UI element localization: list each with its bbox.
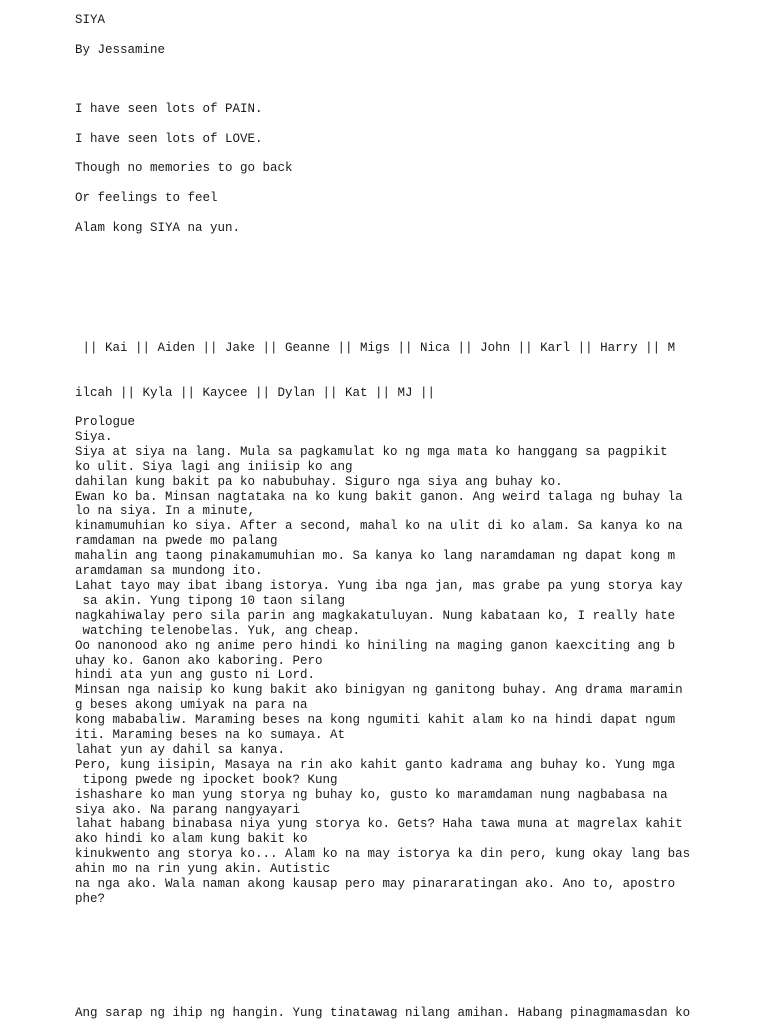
prologue-line: ishashare ko man yung storya ng buhay ko, gusto ko maramdaman nung nagbabasa na <box>75 787 668 802</box>
prologue-line: g beses akong umiyak na para na <box>75 698 308 713</box>
prologue-line: Ewan ko ba. Minsan nagtataka na ko kung bakit ganon. Ang weird talaga ng buhay la <box>75 489 683 504</box>
poem-line-4: Or feelings to feel <box>75 191 218 205</box>
closing-line: Ang sarap ng ihip ng hangin. Yung tinatawag nilang amihan. Habang pinagmamasdan ko <box>75 1006 691 1020</box>
prologue-line: Lahat tayo may ibat ibang istorya. Yung iba nga jan, mas grabe pa yung storya kay <box>75 578 683 593</box>
prologue-section <box>75 415 690 907</box>
prologue-line: aramdaman sa mundong ito. <box>75 564 263 579</box>
document-title: SIYA <box>75 13 106 27</box>
cast-line: || Kai || Aiden || Jake || Geanne || Migs || Nica || John || Karl || Harry || M <box>75 341 676 355</box>
cast-line: ilcah || Kyla || Kaycee || Dylan || Kat || MJ || <box>75 386 436 400</box>
byline: By Jessamine <box>75 43 166 57</box>
prologue-line: ramdaman na pwede mo palang <box>75 534 278 549</box>
poem-line-1: I have seen lots of PAIN. <box>75 102 263 116</box>
prologue-line: lahat yun ay dahil sa kanya. <box>75 742 286 757</box>
prologue-line: sa akin. Yung tipong 10 taon silang <box>75 593 346 608</box>
prologue-line: siya ako. Na parang nangyayari <box>75 802 301 817</box>
prologue-line: uhay ko. Ganon ako kaboring. Pero <box>75 653 323 668</box>
prologue-line: lahat habang binabasa niya yung storya ko. Gets? Haha tawa muna at magrelax kahit <box>75 817 683 832</box>
prologue-line: kinukwento ang storya ko... Alam ko na may istorya ka din pero, kung okay lang bas <box>75 847 691 862</box>
prologue-line: na nga ako. Wala naman akong kausap pero may pinararatingan ako. Ano to, apostro <box>75 877 676 892</box>
prologue-line: kong mababaliw. Maraming beses na kong ngumiti kahit alam ko na hindi dapat ngum <box>75 713 676 728</box>
prologue-line: nagkahiwalay pero sila parin ang magkakatuluyan. Nung kabataan ko, I really hate <box>75 608 676 623</box>
poem-line-3: Though no memories to go back <box>75 161 293 175</box>
prologue-line: ako hindi ko alam kung bakit ko <box>75 832 308 847</box>
poem-line-5: Alam kong SIYA na yun. <box>75 221 241 235</box>
prologue-line: Pero, kung iisipin, Masaya na rin ako kahit ganto kadrama ang buhay ko. Yung mga <box>75 757 676 772</box>
prologue-line: Siya at siya na lang. Mula sa pagkamulat ko ng mga mata ko hanggang sa pagpikit <box>75 444 668 459</box>
prologue-line: Minsan nga naisip ko kung bakit ako binigyan ng ganitong buhay. Ang drama maramin <box>75 683 683 698</box>
prologue-heading: Prologue <box>75 415 136 429</box>
prologue-line: Oo nanonood ako ng anime pero hindi ko hiniling na maging ganon kaexciting ang b <box>75 638 676 653</box>
poem-line-2: I have seen lots of LOVE. <box>75 132 263 146</box>
prologue-line: iti. Maraming beses na ko sumaya. At <box>75 728 346 743</box>
prologue-line: tipong pwede ng ipocket book? Kung <box>75 772 338 787</box>
prologue-line: ahin mo na rin yung akin. Autistic <box>75 862 331 877</box>
prologue-line: phe? <box>75 892 106 906</box>
prologue-line: lo na siya. In a minute, <box>75 504 256 519</box>
prologue-line: kinamumuhian ko siya. After a second, mahal ko na ulit di ko alam. Sa kanya ko na <box>75 519 683 534</box>
prologue-line: watching telenobelas. Yuk, ang cheap. <box>75 623 361 638</box>
prologue-line: dahilan kung bakit pa ko nabubuhay. Siguro nga siya ang buhay ko. <box>75 474 563 489</box>
prologue-line: hindi ata yun ang gusto ni Lord. <box>75 668 316 683</box>
cast-list <box>75 311 675 416</box>
prologue-line: ko ulit. Siya lagi ang iniisip ko ang <box>75 459 353 474</box>
prologue-line: Siya. <box>75 429 113 444</box>
prologue-line: mahalin ang taong pinakamumuhian mo. Sa kanya ko lang naramdaman ng dapat kong m <box>75 549 676 564</box>
